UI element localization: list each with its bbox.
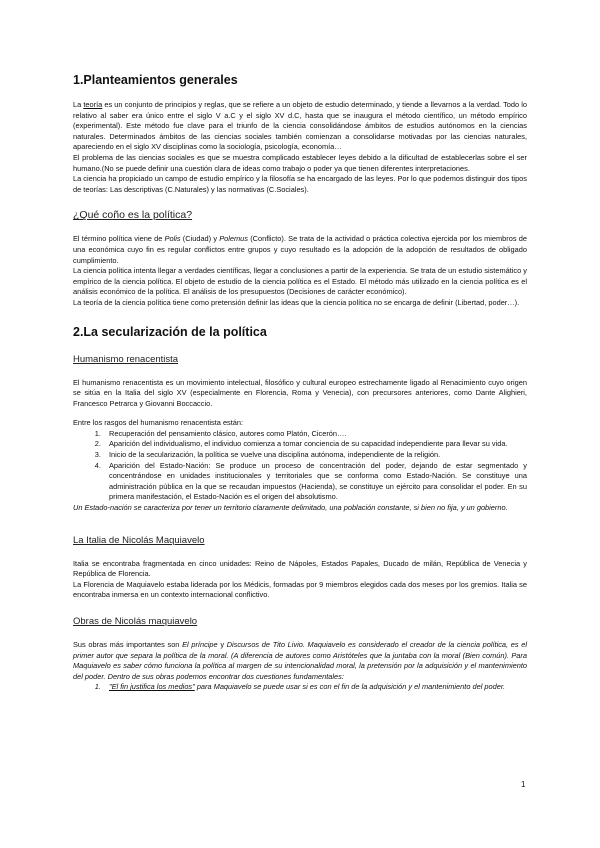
paragraph: Entre los rasgos del humanismo renacentista están: xyxy=(73,418,244,428)
list-item: 4. Aparición del Estado-Nación: Se produce un proceso de concentración del poder, dejando de estar segmentado y concentrándose en unidades institucionales y territoriales que se conforma como Estado-Nación. Se constituye una administración pública en la que se recaudan impuestos (Hacienda), se constituye un ejército para consolidar el poder. En su primera manifestación, el Estado-Nación es el origen del absolutismo. xyxy=(103,461,527,503)
text: y xyxy=(217,640,227,649)
text: El príncipe xyxy=(182,640,218,649)
paragraph xyxy=(73,234,527,266)
heading-obras: Obras de Nicolás maquiavelo xyxy=(73,616,198,627)
paragraph xyxy=(73,640,527,682)
paragraph xyxy=(73,100,527,153)
section-humanismo xyxy=(73,378,527,514)
section-politica xyxy=(73,234,527,308)
heading-italia: La Italia de Nicolás Maquiavelo xyxy=(73,534,205,546)
heading-secularizacion: 2.La secularización de la política xyxy=(73,324,267,339)
text: Polis xyxy=(164,234,181,244)
page-number: 1 xyxy=(521,780,526,789)
heading-que-es-politica: ¿Qué coño es la política? xyxy=(73,209,193,222)
heading-humanismo: Humanismo renacentista xyxy=(73,353,179,365)
text: La xyxy=(73,100,84,109)
text: Discursos de Tito Livio. Maquiavelo es considerado el creador de la ciencia política, es el primer autor que separa la política de la moral. (A diferencia de autores como Aristóteles que la juntaba con la moral (Bien común). Para Maquiavelo es saber cómo funciona la política al margen de su intencionalidad moral, la pretensión por la adquisición y el mantenimiento del poder. Dentro de sus obras podemos encontrar dos cuestiones fundamentales: xyxy=(73,640,527,681)
text: (Conflicto). Se trata de la actividad o práctica colectiva ejercida por los miembros de una económica cuyo fin es regular conflictos entre grupos y cuyo resultado es la adopción de la adopción de resultados de obligado cumplimiento. xyxy=(73,234,527,265)
section-italia xyxy=(73,559,527,601)
text: es un conjunto de principios y reglas, que se refiere a un objeto de estudio determinado, y tiende a llevarnos a la verdad. Todo lo relativo al saber era único entre el siglo V a.C y el siglo XV d.C, hasta que se inaugura el método científico, un método empírico (experimental). Este método fue clave para el triunfo de la ciencia consolidándose ámbitos de estudios autónomos en la ciencias naturales. Determinados ámbitos de las ciencias sociales también comienzan a consolidarse motivadas por las ciencias naturales, apareciendo en el siglo XV disciplinas como la sociología, psicología, economía… xyxy=(73,100,527,152)
text: Sus obras más importantes son xyxy=(73,640,183,649)
cuestiones-list xyxy=(73,682,527,693)
text: para Maquiavelo se puede usar si es con el fin de la adquisición y el mantenimiento del poder. xyxy=(194,682,506,692)
text: (Ciudad) y xyxy=(180,234,220,244)
rasgos-list xyxy=(73,429,527,503)
paragraph: La ciencia ha propiciado un campo de estudio empírico y la filosofía se ha encargado de las leyes. Por lo que podemos distinguir dos tipos de teorías: Las descriptivas (C.Naturales) y las normativas (C.Sociales). xyxy=(73,174,527,194)
section-planteamientos xyxy=(73,100,527,195)
paragraph: Italia se encontraba fragmentada en cinco unidades: Reino de Nápoles, Estados Papales, Ducado de milán, República de Venecia y República de Florencia. xyxy=(73,558,527,579)
paragraph: El humanismo renacentista es un movimiento intelectual, filosófico y cultural europeo estrechamente ligado al Renacimiento cuyo origen se sitúa en la Italia del siglo XV (especialmente en Florencia, Roma y Venecia), con precursores anteriores, como Dante Alighieri, Francesco Petrarca y Giovanni Boccaccio. xyxy=(73,377,527,408)
text: Polemus xyxy=(219,234,248,244)
list-item: 3. Inicio de la secularización, la política se vuelve una disciplina autónoma, independiente de la religión. xyxy=(103,450,527,461)
list-item: 1. Recuperación del pensamiento clásico, autores como Platón, Cicerón…. xyxy=(103,429,527,440)
paragraph: La Florencia de Maquiavelo estaba liderada por los Médicis, formadas por 9 miembros elegidos cada dos meses por los gremios. Italia se encontraba inmersa en un contexto internacional conflictivo. xyxy=(73,579,527,600)
paragraph: La teoría de la ciencia política tiene como pretensión definir las ideas que la ciencia política no se encarga de definir (Libertad, poder…). xyxy=(73,297,520,307)
list-item xyxy=(103,682,527,693)
quote: "El fin justifica los medios" xyxy=(109,682,195,692)
paragraph: El problema de las ciencias sociales es que se muestra complicado establecer leyes debido a la dificultad de establecerlas sobre el ser humano.(No se puede definir una cuestión clara de ideas como trabajo o poder ya que tienen diferentes interpretaciones. xyxy=(73,152,527,173)
teoria-term: teoría xyxy=(83,100,103,109)
paragraph: La ciencia política intenta llegar a verdades científicas, llegar a conclusiones a partir de la experiencia. Se trata de un estudio sistemático y empírico de la ciencia política. El objeto de estudio de la ciencia política es el Estado. El método más utilizado en la ciencia política es el análisis económico de la política. El análisis de los presupuestos (Decisiones de carácter económico). xyxy=(73,266,527,297)
list-item: 2. Aparición del individualismo, el individuo comienza a tomar conciencia de su capacidad independiente para llevar su vida. xyxy=(103,439,527,450)
heading-planteamientos: 1.Planteamientos generales xyxy=(73,73,238,87)
text: El término política viene de xyxy=(73,234,165,244)
paragraph-italic: Un Estado-nación se caracteriza por tener un territorio claramente delimitado, una población constante, si bien no fija, y un gobierno. xyxy=(73,503,508,513)
section-obras xyxy=(73,640,527,693)
